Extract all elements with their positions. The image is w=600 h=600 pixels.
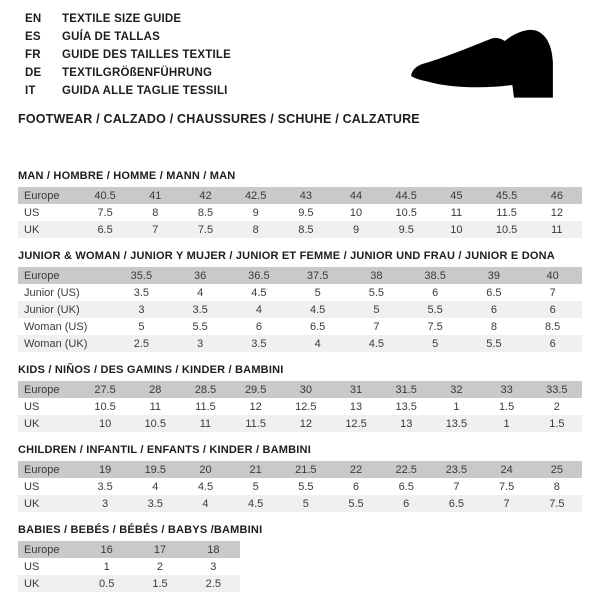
size-value: 31	[331, 381, 381, 398]
section-title: KIDS / NIÑOS / DES GAMINS / KINDER / BAMBINI	[18, 364, 284, 376]
size-value: 13.5	[381, 398, 431, 415]
size-value: 24	[482, 461, 532, 478]
table-row	[18, 221, 582, 238]
language-code: ES	[25, 31, 41, 43]
size-value: 10.5	[130, 415, 180, 432]
language-code: EN	[25, 13, 42, 25]
size-value: 20	[180, 461, 230, 478]
size-value: 5	[231, 478, 281, 495]
size-value: 6	[381, 495, 431, 512]
size-value: 3	[112, 301, 171, 318]
section-title: JUNIOR & WOMAN / JUNIOR Y MUJER / JUNIOR ET FEMME / JUNIOR UND FRAU / JUNIOR E DONA	[18, 250, 555, 262]
table-row	[18, 301, 582, 318]
language-label: GUÍA DE TALLAS	[62, 31, 160, 43]
size-value: 9.5	[381, 221, 431, 238]
size-value: 4	[180, 495, 230, 512]
size-value: 4	[288, 335, 347, 352]
size-value: 22	[331, 461, 381, 478]
size-value: 21	[231, 461, 281, 478]
size-value: 19	[80, 461, 130, 478]
region-label: UK	[18, 415, 80, 432]
size-value: 11	[180, 415, 230, 432]
size-value: 7.5	[80, 204, 130, 221]
size-value: 7	[347, 318, 406, 335]
size-value: 10	[80, 415, 130, 432]
size-value: 6.5	[431, 495, 481, 512]
size-value: 29.5	[231, 381, 281, 398]
table-row	[18, 284, 582, 301]
size-value: 3	[187, 558, 240, 575]
size-value: 5	[347, 301, 406, 318]
table-row	[18, 318, 582, 335]
size-value: 12	[281, 415, 331, 432]
table-row	[18, 541, 240, 558]
size-value: 3	[80, 495, 130, 512]
size-table	[18, 381, 582, 432]
size-table	[18, 267, 582, 352]
size-value: 8	[532, 478, 582, 495]
region-label: US	[18, 478, 80, 495]
region-label: Europe	[18, 541, 80, 558]
size-value: 8	[465, 318, 524, 335]
size-value: 8.5	[180, 204, 230, 221]
size-value: 1	[431, 398, 481, 415]
size-value: 6	[465, 301, 524, 318]
region-label: Europe	[18, 187, 80, 204]
size-value: 9	[331, 221, 381, 238]
size-value: 3	[171, 335, 230, 352]
size-value: 28	[130, 381, 180, 398]
size-value: 33.5	[532, 381, 582, 398]
size-value: 22.5	[381, 461, 431, 478]
size-value: 21.5	[281, 461, 331, 478]
size-value: 11.5	[482, 204, 532, 221]
size-value: 13	[381, 415, 431, 432]
size-value: 2	[532, 398, 582, 415]
size-value: 36.5	[230, 267, 289, 284]
table-row	[18, 495, 582, 512]
size-value: 4	[230, 301, 289, 318]
size-value: 5	[112, 318, 171, 335]
size-value: 40.5	[80, 187, 130, 204]
language-label: GUIDA ALLE TAGLIE TESSILI	[62, 85, 228, 97]
size-value: 6	[230, 318, 289, 335]
size-value: 2	[133, 558, 186, 575]
region-label: Junior (US)	[18, 284, 112, 301]
size-value: 6	[406, 284, 465, 301]
size-value: 7.5	[180, 221, 230, 238]
region-label: Junior (UK)	[18, 301, 112, 318]
size-value: 6	[331, 478, 381, 495]
section-junior-woman	[18, 250, 582, 352]
size-value: 38	[347, 267, 406, 284]
region-label: UK	[18, 221, 80, 238]
size-value: 5.5	[347, 284, 406, 301]
size-value: 4.5	[288, 301, 347, 318]
size-value: 5.5	[465, 335, 524, 352]
region-label: Europe	[18, 381, 80, 398]
size-value: 11	[130, 398, 180, 415]
section-title: CHILDREN / INFANTIL / ENFANTS / KINDER / BAMBINI	[18, 444, 311, 456]
size-value: 7.5	[482, 478, 532, 495]
size-value: 5	[406, 335, 465, 352]
table-row	[18, 558, 240, 575]
language-code: FR	[25, 49, 41, 61]
size-table	[18, 541, 240, 592]
section-kids	[18, 364, 582, 432]
size-value: 11.5	[231, 415, 281, 432]
table-row	[18, 335, 582, 352]
size-value: 7	[431, 478, 481, 495]
size-table-junior-woman	[18, 267, 582, 352]
size-value: 0.5	[80, 575, 133, 592]
size-value: 32	[431, 381, 481, 398]
size-value: 7.5	[532, 495, 582, 512]
table-row	[18, 461, 582, 478]
size-value: 3.5	[171, 301, 230, 318]
size-value: 8	[231, 221, 281, 238]
size-value: 8	[130, 204, 180, 221]
size-value: 13.5	[431, 415, 481, 432]
language-code: IT	[25, 85, 36, 97]
size-table	[18, 461, 582, 512]
size-value: 2.5	[187, 575, 240, 592]
language-row	[25, 46, 231, 64]
region-label: Europe	[18, 267, 112, 284]
region-label: US	[18, 558, 80, 575]
size-value: 7	[482, 495, 532, 512]
size-value: 5.5	[331, 495, 381, 512]
section-man	[18, 170, 582, 238]
size-value: 3.5	[230, 335, 289, 352]
size-value: 6.5	[288, 318, 347, 335]
size-value: 5.5	[406, 301, 465, 318]
region-label: UK	[18, 495, 80, 512]
dress-shoe-icon	[397, 25, 577, 101]
region-label: US	[18, 204, 80, 221]
size-value: 4	[171, 284, 230, 301]
size-value: 1	[80, 558, 133, 575]
table-row	[18, 381, 582, 398]
size-value: 5.5	[171, 318, 230, 335]
size-value: 31.5	[381, 381, 431, 398]
size-value: 13	[331, 398, 381, 415]
size-value: 17	[133, 541, 186, 558]
size-value: 6	[523, 335, 582, 352]
region-label: US	[18, 398, 80, 415]
size-value: 45.5	[482, 187, 532, 204]
section-children	[18, 444, 582, 512]
size-value: 4.5	[180, 478, 230, 495]
size-value: 12.5	[331, 415, 381, 432]
table-row	[18, 415, 582, 432]
language-label: TEXTILGRÖßENFÜHRUNG	[62, 67, 213, 79]
size-value: 11.5	[180, 398, 230, 415]
section-title: MAN / HOMBRE / HOMME / MANN / MAN	[18, 170, 236, 182]
size-value: 12.5	[281, 398, 331, 415]
size-value: 5	[288, 284, 347, 301]
size-value: 43	[281, 187, 331, 204]
size-value: 41	[130, 187, 180, 204]
size-value: 11	[431, 204, 481, 221]
size-value: 42	[180, 187, 230, 204]
language-row	[25, 28, 231, 46]
size-value: 2.5	[112, 335, 171, 352]
size-value: 44	[331, 187, 381, 204]
language-label: GUIDE DES TAILLES TEXTILE	[62, 49, 231, 61]
size-value: 1.5	[482, 398, 532, 415]
size-value: 9.5	[281, 204, 331, 221]
size-table-man	[18, 187, 582, 238]
size-value: 44.5	[381, 187, 431, 204]
size-value: 9	[231, 204, 281, 221]
language-row	[25, 64, 231, 82]
size-value: 4	[130, 478, 180, 495]
size-value: 12	[231, 398, 281, 415]
size-value: 12	[532, 204, 582, 221]
size-value: 10	[331, 204, 381, 221]
size-value: 27.5	[80, 381, 130, 398]
size-value: 1.5	[133, 575, 186, 592]
region-label: Woman (US)	[18, 318, 112, 335]
size-table-babies	[18, 541, 582, 592]
table-row	[18, 478, 582, 495]
region-label: Woman (UK)	[18, 335, 112, 352]
size-value: 5	[281, 495, 331, 512]
size-value: 4.5	[347, 335, 406, 352]
language-label: TEXTILE SIZE GUIDE	[62, 13, 182, 25]
size-value: 45	[431, 187, 481, 204]
size-table-children	[18, 461, 582, 512]
size-value: 28.5	[180, 381, 230, 398]
size-value: 8.5	[523, 318, 582, 335]
size-value: 46	[532, 187, 582, 204]
table-row	[18, 398, 582, 415]
size-value: 42.5	[231, 187, 281, 204]
size-value: 1.5	[532, 415, 582, 432]
size-value: 25	[532, 461, 582, 478]
size-value: 7	[130, 221, 180, 238]
size-value: 6.5	[465, 284, 524, 301]
size-value: 8.5	[281, 221, 331, 238]
table-row	[18, 204, 582, 221]
size-value: 7	[523, 284, 582, 301]
size-value: 37.5	[288, 267, 347, 284]
size-value: 6	[523, 301, 582, 318]
size-value: 40	[523, 267, 582, 284]
section-title: BABIES / BEBÉS / BÉBÉS / BABYS /BAMBINI	[18, 524, 263, 536]
size-value: 10.5	[482, 221, 532, 238]
size-value: 30	[281, 381, 331, 398]
size-value: 4.5	[230, 284, 289, 301]
size-value: 10.5	[381, 204, 431, 221]
size-value: 3.5	[80, 478, 130, 495]
size-value: 1	[482, 415, 532, 432]
size-value: 16	[80, 541, 133, 558]
size-value: 39	[465, 267, 524, 284]
size-value: 19.5	[130, 461, 180, 478]
size-value: 6.5	[381, 478, 431, 495]
size-value: 6.5	[80, 221, 130, 238]
size-value: 38.5	[406, 267, 465, 284]
table-row	[18, 267, 582, 284]
size-value: 3.5	[130, 495, 180, 512]
size-value: 10.5	[80, 398, 130, 415]
size-table-kids	[18, 381, 582, 432]
size-value: 23.5	[431, 461, 481, 478]
language-code: DE	[25, 67, 42, 79]
language-row	[25, 10, 231, 28]
language-row	[25, 82, 231, 100]
table-row	[18, 575, 240, 592]
region-label: UK	[18, 575, 80, 592]
size-value: 5.5	[281, 478, 331, 495]
size-value: 35.5	[112, 267, 171, 284]
table-row	[18, 187, 582, 204]
size-value: 4.5	[231, 495, 281, 512]
size-value: 3.5	[112, 284, 171, 301]
language-list	[25, 10, 231, 100]
size-value: 33	[482, 381, 532, 398]
category-heading: FOOTWEAR / CALZADO / CHAUSSURES / SCHUHE / CALZATURE	[18, 112, 420, 126]
size-table	[18, 187, 582, 238]
region-label: Europe	[18, 461, 80, 478]
size-value: 10	[431, 221, 481, 238]
size-value: 11	[532, 221, 582, 238]
size-value: 7.5	[406, 318, 465, 335]
size-value: 18	[187, 541, 240, 558]
size-value: 36	[171, 267, 230, 284]
section-babies	[18, 524, 582, 592]
